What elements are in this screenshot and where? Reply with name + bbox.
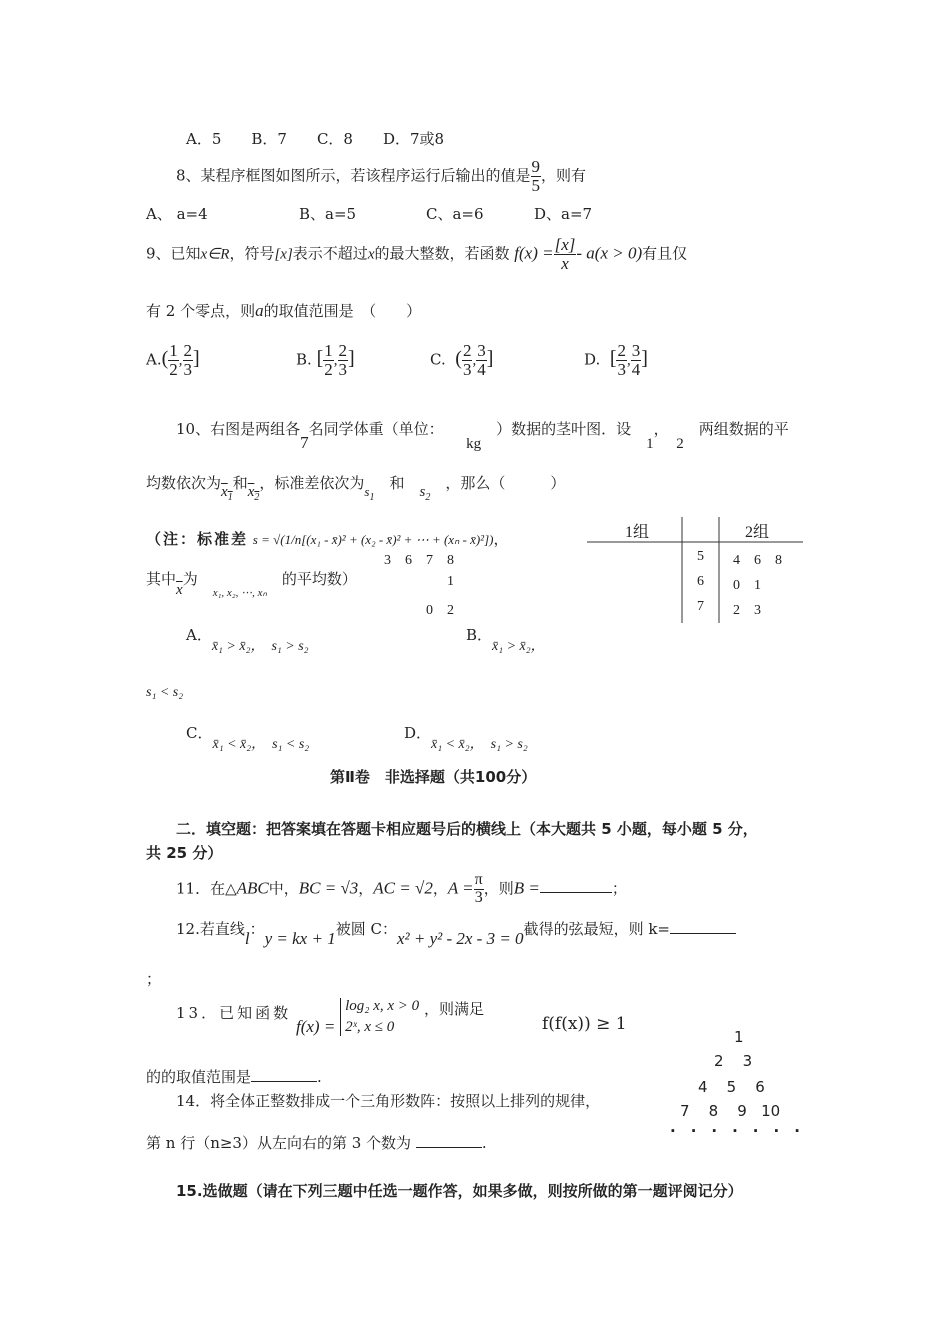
q11-answer-blank[interactable] (540, 878, 612, 893)
q8-option-a: A、 a=4 (146, 205, 208, 223)
triangle-row-3: 4 5 6 (698, 1078, 765, 1096)
stem-leaf-row-1-right: 4 6 8 (733, 553, 782, 568)
q10-note-line2: 其中$\overline{x}$为 $_{x_1, x_2, \cdots, x_n}$ 的平均数） (146, 570, 357, 599)
q8-option-d: D、a=7 (534, 205, 593, 223)
q13-answer-blank[interactable] (251, 1067, 317, 1082)
q9-option-b: B. [ $\frac{1}{2}$ , $\frac{2}{3}$ ] (296, 341, 355, 379)
stem-leaf-row-3-right: 2 3 (733, 603, 761, 618)
stem-leaf-row-2-left: 1 (447, 574, 454, 589)
stem-leaf-lines (585, 515, 805, 627)
q10-line2: 均数依次为$x_1$和$x_2$，标准差依次为$s_1$ 和 $s_2$ ，那么（ ） (146, 474, 566, 503)
q8-option-c: C、a=6 (426, 205, 484, 223)
q10-line1: 10、右图是两组各7名同学体重（单位： kg ）数据的茎叶图．设 1， 2 两组数据的平 (176, 420, 789, 452)
q12: 12.若直线l：y = kx + 1被圆 C：x² + y² - 2x - 3 = 0截得的弦最短，则 k= (176, 918, 736, 939)
stem-leaf-header-right: 2组 (745, 524, 770, 541)
q10-option-b: B．x̄₁ > x̄₂， (466, 626, 545, 654)
q9-line1: 9、已知x∈R，符号[x]表示不超过x的最大整数，若函数 f(x) = $\frac{[x]}{x}$ - a(x > 0)有且仅 (146, 235, 688, 273)
q10-note: （注：标准差 s = √(1/n[(x₁ - x̄)² + (x₂ - x̄)² + ⋯ + (xₙ - x̄)²])， (146, 530, 509, 548)
q9-option-d: D. [ $\frac{2}{3}$ , $\frac{3}{4}$ ] (584, 341, 648, 379)
q9-option-a: A.( $\frac{1}{2}$ , $\frac{2}{3}$ ] (146, 341, 200, 379)
stem-leaf-row-3-left: 0 2 (426, 603, 454, 618)
q7-options: A．5 B．7 C．8 D．7或8 (186, 130, 445, 148)
q10-option-d: D．x̄₁ < x̄₂， s₁ > s₂ (404, 724, 528, 752)
q12-answer-blank[interactable] (670, 919, 736, 934)
q14-line1: 14．将全体正整数排成一个三角形数阵：按照以上排列的规律， (176, 1092, 601, 1110)
q10-option-a: A．x̄₁ > x̄₂， s₁ > s₂ (186, 626, 309, 654)
triangle-row-2: 2 3 (714, 1052, 753, 1070)
stem-leaf-row-2-right: 0 1 (733, 578, 761, 593)
q12-semicolon: ； (146, 970, 162, 988)
q8-option-b: B、a=5 (299, 205, 357, 223)
stem-leaf-row-1-stem: 5 (697, 549, 704, 564)
q15-heading: 15.选做题（请在下列三题中任选一题作答，如果多做，则按所做的第一题评阅记分） (176, 1182, 743, 1200)
q10-option-c: C．x̄₁ < x̄₂， s₁ < s₂ (186, 724, 310, 752)
q13-condition: f(f(x)) ≥ 1 (542, 1014, 627, 1034)
triangle-row-4: 7 8 9 10 (680, 1102, 781, 1120)
triangle-row-1: 1 (734, 1028, 744, 1046)
q13-line2: 的的取值范围是 . (146, 1068, 322, 1086)
fill-heading-cont: 共 25 分） (146, 844, 223, 862)
q14-line2: 第 n 行（n≥3）从左向右的第 3 个数为 . (146, 1134, 487, 1152)
triangle-dots: · · · · · · · (670, 1122, 800, 1140)
q9-option-c: C. ( $\frac{2}{3}$ , $\frac{3}{4}$ ] (430, 341, 494, 379)
stem-leaf-row-1-left: 3 6 7 8 (384, 553, 454, 568)
q13-function: f(x) = log₂ x, x > 0 2ˣ, x ≤ 0 ，则满足 (296, 998, 484, 1036)
q11: 11．在△ABC中，BC = √3，AC = √2，A = $\frac{\pi}{3}$ ，则B = ； (176, 871, 627, 906)
fill-heading: 二．填空题：把答案填在答题卡相应题号后的横线上（本大题共 5 小题，每小题 5 分， (176, 820, 758, 838)
stem-leaf-header-left: 1组 (625, 524, 650, 541)
q8-stem: 8、某程序框图如图所示，若该程序运行后输出的值是 $\frac{9}{5}$ ，则有 (176, 157, 587, 195)
q14-answer-blank[interactable] (416, 1133, 482, 1148)
stem-leaf-row-3-stem: 7 (697, 599, 704, 614)
section2-title: 第Ⅱ卷 非选择题（共100分） (330, 768, 537, 786)
q13: 13．已知函数 (176, 1004, 292, 1022)
q9-line2: 有 2 个零点，则a的取值范围是 （ ） (146, 301, 422, 320)
stem-leaf-row-2-stem: 6 (697, 574, 704, 589)
q10-option-b-cont: s₁ < s₂ (146, 685, 184, 700)
